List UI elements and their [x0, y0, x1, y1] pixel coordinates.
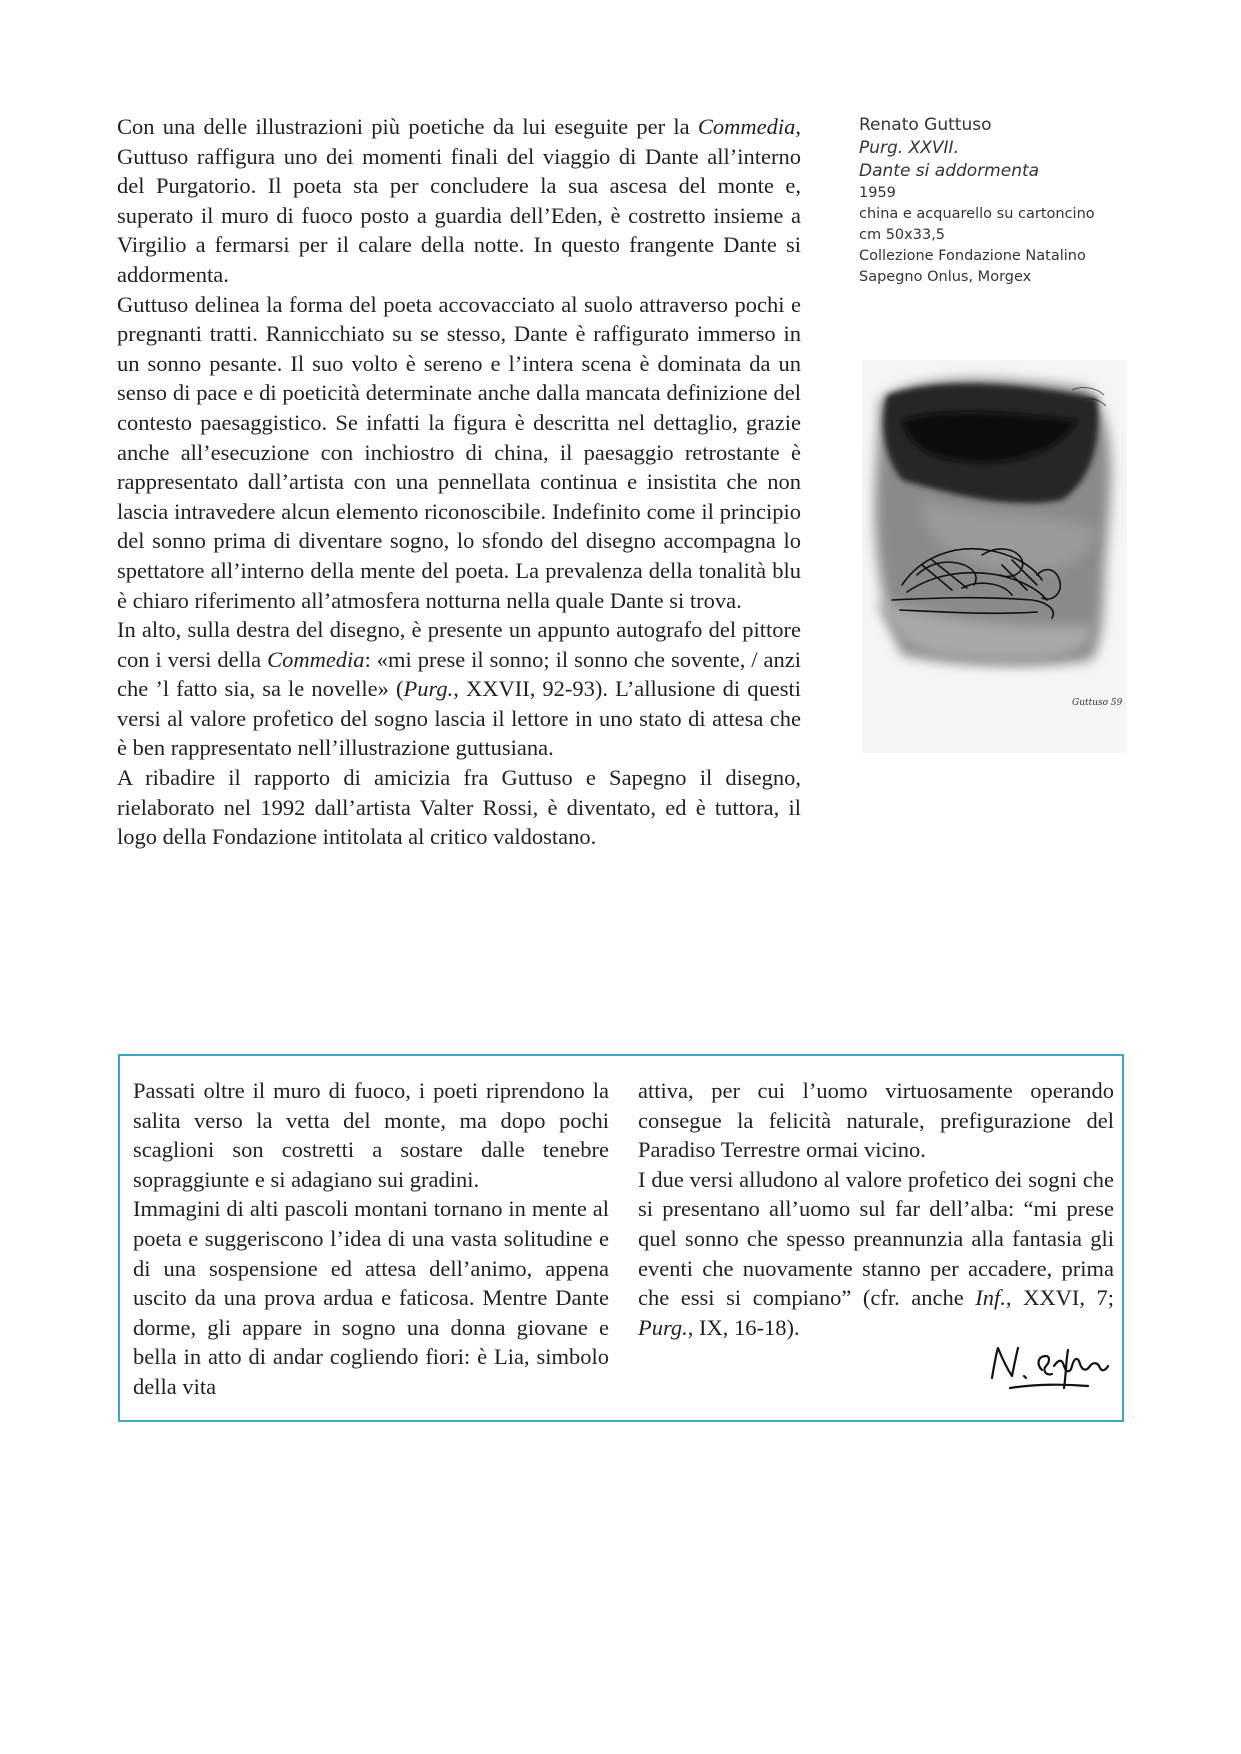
caption-title-line2: Dante si addormenta [859, 161, 1040, 181]
paragraph [638, 1165, 1114, 1343]
paragraph [117, 763, 801, 852]
italic-text: Commedia [267, 646, 365, 672]
paragraph [638, 1076, 1114, 1165]
text-run: , XXVI, 7; [1005, 1285, 1114, 1311]
artwork-image [862, 360, 1127, 753]
italic-text: Purg. [638, 1314, 688, 1340]
text-run: , Guttuso raffigura uno dei momenti finali del viaggio di Dante all’interno del Purgatorio. Il poeta sta per concludere la sua ascesa del monte e, superato il muro di fuoco posto a guardia dell’Eden, è costretto insieme a Virgilio a fermarsi per il calare della notte. In questo frangente Dante si addormenta. [117, 114, 801, 287]
caption-collection-line2: Sapegno Onlus, Morgex [859, 269, 1032, 285]
text-run: In alto, sulla destra del disegno, è presente un appunto autografo del pittore con i versi della [117, 617, 801, 672]
paragraph [117, 112, 801, 290]
caption-artist: Renato Guttuso [859, 115, 992, 135]
sapegno-signature-icon [980, 1336, 1120, 1396]
text-run: Passati oltre il muro di fuoco, i poeti riprendono la salita verso la vetta del monte, ma dopo pochi scaglioni son costretti a sostare dalle tenebre sopraggiunte e si adagiano sui gradini. [133, 1078, 609, 1192]
artwork-signature: Guttuso 59 [1072, 698, 1123, 708]
italic-text: Inf. [975, 1285, 1006, 1311]
caption-dimensions: cm 50x33,5 [859, 227, 946, 243]
caption-collection-line1: Collezione Fondazione Natalino [859, 248, 1086, 264]
commentary-right-column [638, 1076, 1114, 1342]
text-run: Immagini di alti pascoli montani tornano in mente al poeta e suggeriscono l’idea di una vasta solitudine e di una sospensione ed attesa dell’animo, appena uscito da una prova ardua e faticosa. Mentre Dante dorme, gli appare in sogno una donna giovane e bella in atto di andar cogliendo fiori: è Lia, simbolo della vita [133, 1196, 609, 1399]
caption-medium: china e acquarello su cartoncino [859, 206, 1095, 222]
text-run: , IX, 16-18). [687, 1314, 800, 1340]
text-run: Con una delle illustrazioni più poetiche da lui eseguite per la [117, 114, 698, 139]
main-article-text [117, 112, 801, 852]
italic-text: Purg. [403, 676, 454, 702]
paragraph [133, 1076, 609, 1194]
italic-text: Commedia [697, 114, 796, 139]
caption-year: 1959 [859, 185, 896, 201]
text-run: I due versi alludono al valore profetico dei sogni che si presentano all’uomo sul far dell’alba: “mi prese quel sonno che spesso preannunzia alla fantasia gli eventi che nuovamente stanno per accadere, prima che essi si compiano” (cfr. anche [638, 1166, 1114, 1311]
caption-title-line1: Purg. XXVII. [859, 138, 959, 158]
paragraph [117, 290, 801, 616]
paragraph [133, 1194, 609, 1401]
commentary-left-column [133, 1076, 609, 1402]
text-run: Guttuso delinea la forma del poeta accovacciato al suolo attraverso pochi e pregnanti tratti. Rannicchiato su se stesso, Dante è raffigurato immerso in un sonno pesante. Il suo volto è sereno e l’intera scena è dominata da un senso di pace e di poeticità determinate anche dalla mancata definizione del contesto paesaggistico. Se infatti la figura è descritta nel dettaglio, grazie anche all’esecuzione con inchiostro di china, il paesaggio retrostante è rappresentato dall’artista con una pennellata continua e insistita che non lascia intravedere alcun elemento riconoscibile. Indefinito come il principio del sonno prima di diventare sogno, lo sfondo del disegno accompagna lo spettatore all’interno della mente del poeta. La prevalenza della tonalità blu è chiaro riferimento all’atmosfera notturna nella quale Dante si trova. [117, 291, 801, 613]
commentary-box [118, 1054, 1124, 1422]
ink-drawing-sleeping-dante-icon [862, 360, 1127, 753]
artwork-caption [859, 114, 1159, 288]
text-run: : «mi prese il sonno; il sonno che sovente, / anzi che ’l fatto sia, sa le novelle» ( [117, 646, 801, 702]
text-run: , XXVII, 92-93). L’allusione di questi versi al valore profetico del sogno lascia il lettore in uno stato di attesa che è ben rappresentato nell’illustrazione guttusiana. [117, 676, 801, 761]
text-run: A ribadire il rapporto di amicizia fra Guttuso e Sapegno il disegno, rielaborato nel 1992 dall’artista Valter Rossi, è diventato, ed è tuttora, il logo della Fondazione intitolata al critico valdostano. [117, 765, 801, 850]
paragraph [117, 615, 801, 763]
text-run: attiva, per cui l’uomo virtuosamente operando consegue la felicità naturale, prefigurazione del Paradiso Terrestre ormai vicino. [638, 1078, 1114, 1163]
